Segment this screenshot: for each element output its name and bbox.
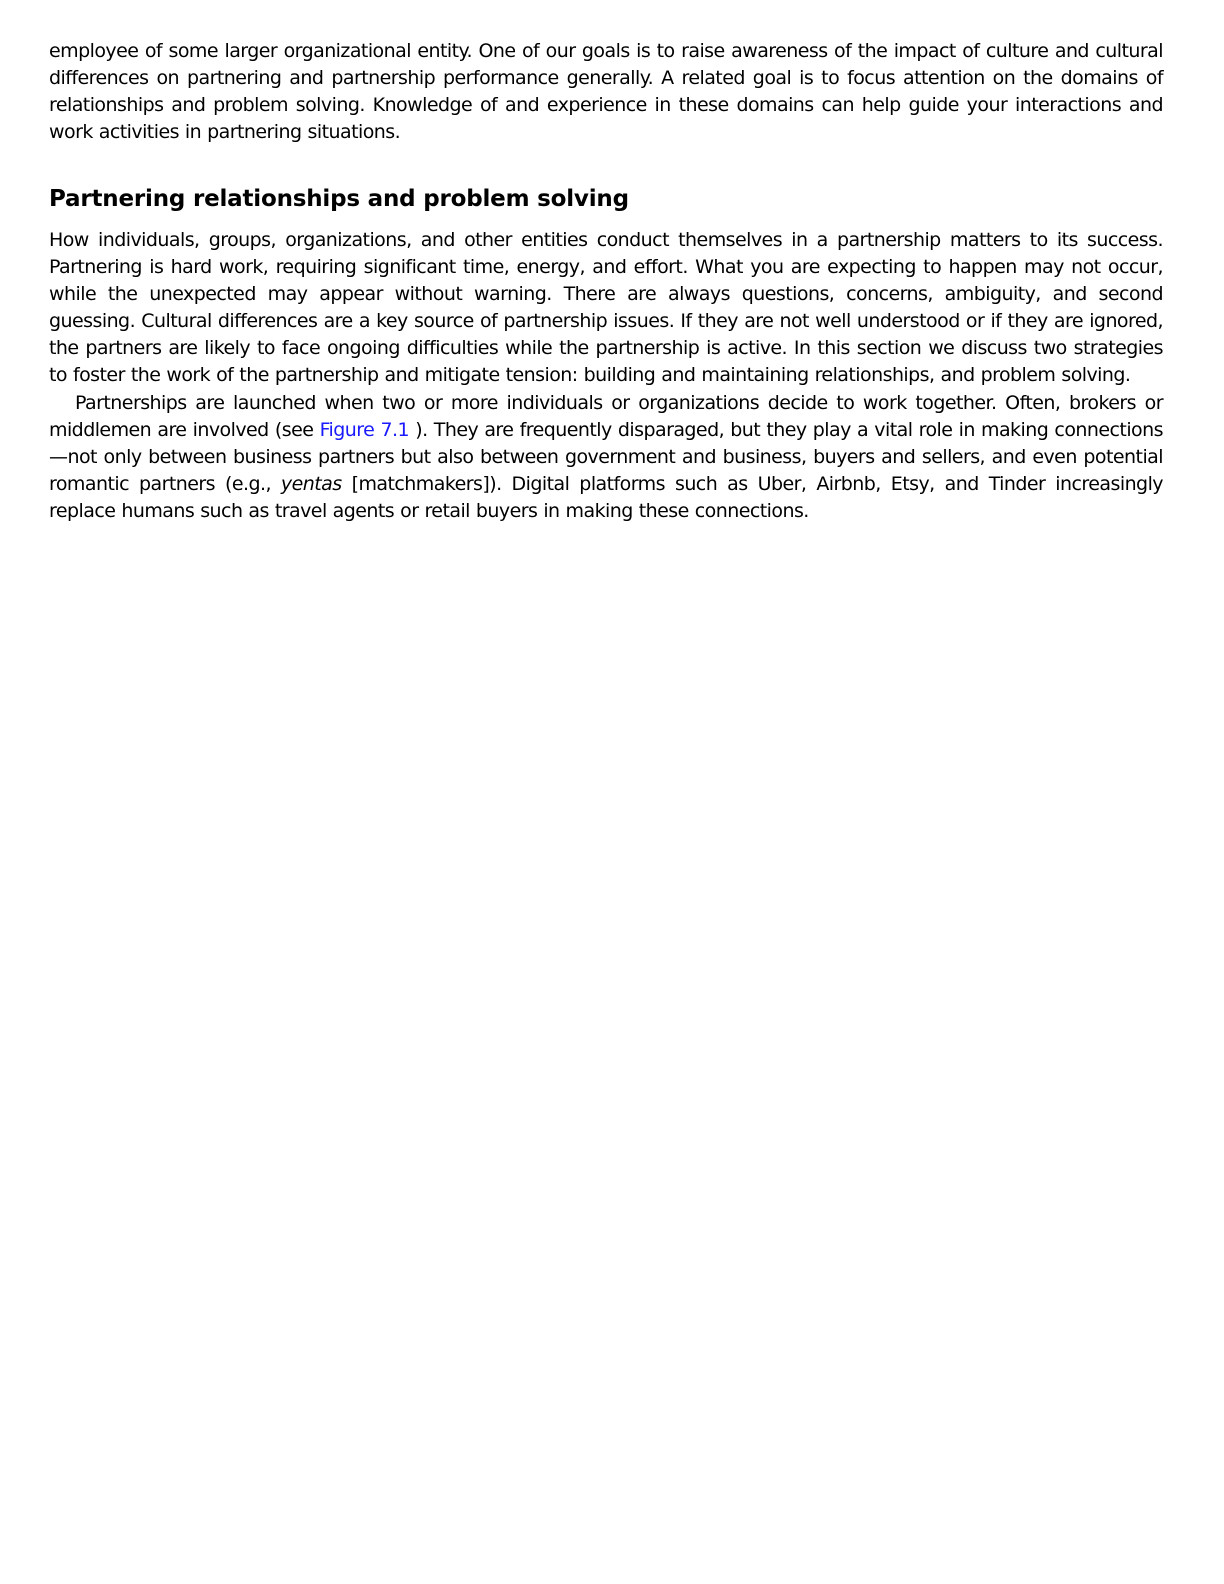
figure-7-1-link[interactable]: Figure 7.1 [319, 419, 410, 441]
body-paragraph-1: How individuals, groups, organizations, and other entities conduct themselves in a partnership matters to its success. Partnering is hard work, requiring significant time, energy, and effort. What you are expecting to happen may not occur, while the unexpected may appear without warning. There are always questions, concerns, ambiguity, and second guessing. Cultural differences are a key source of partnership issues. If they are not well understood or if they are ignored, the partners are likely to face ongoing difficulties while the partnership is active. In this section we discuss two strategies to foster the work of the partnership and mitigate tension: building and maintaining relationships, and problem solving. [49, 229, 1163, 386]
document-page [49, 38, 1163, 525]
body-paragraph-2 [49, 390, 1163, 525]
section-heading: Partnering relationships and problem solving [49, 186, 629, 212]
paragraph-2-text-end: [matchmakers]). Digital platforms such as Uber, Airbnb, Etsy, and Tinder increasingly replace humans such as travel agents or retail buyers in making these connections. [49, 473, 1163, 522]
intro-paragraph: employee of some larger organizational entity. One of our goals is to raise awareness of the impact of culture and cultural differences on partnering and partnership performance generally. A related goal is to focus attention on the domains of relationships and problem solving. Knowledge of and experience in these domains can help guide your interactions and work activities in partnering situations. [49, 40, 1163, 143]
italic-term-yentas: yentas [280, 473, 342, 495]
paragraph-2-text-start: Partnerships are launched when two or more individuals or organizations decide to work together. Often, brokers or middlemen are involved (see [49, 392, 1163, 441]
paragraph-2-text-middle: ). They are frequently disparaged, but they play a vital role in making connections—not only between business partners but also between government and business, buyers and sellers, and even potential romantic partners (e.g., [49, 419, 1163, 495]
